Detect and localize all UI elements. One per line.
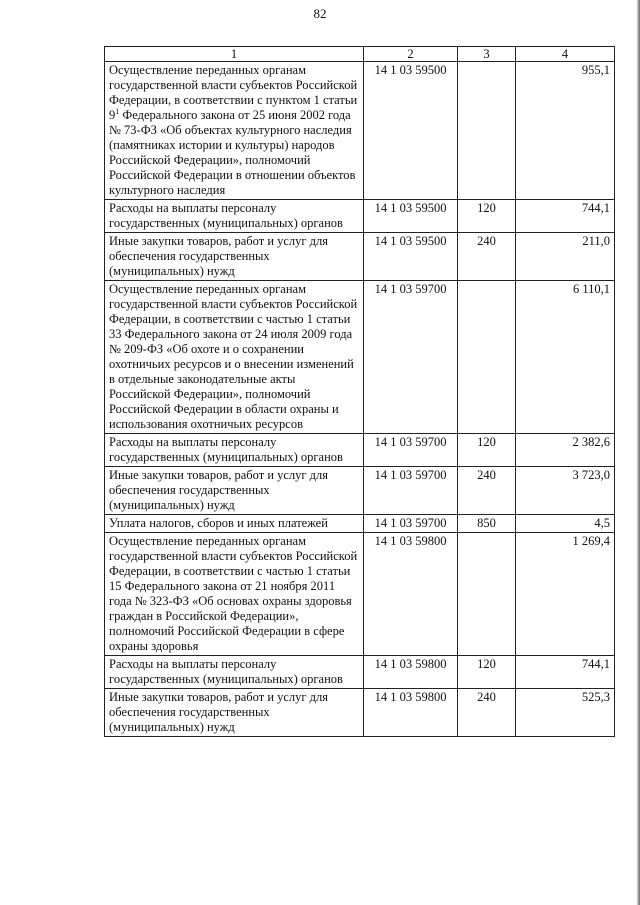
table-row bbox=[105, 281, 615, 434]
row-code: 14 1 03 59700 bbox=[364, 434, 458, 467]
row-name: Уплата налогов, сборов и иных платежей bbox=[105, 515, 364, 533]
table-row bbox=[105, 233, 615, 281]
row-expense-type: 240 bbox=[458, 467, 516, 515]
row-amount: 955,1 bbox=[516, 62, 615, 200]
row-expense-type: 120 bbox=[458, 656, 516, 689]
row-expense-type: 240 bbox=[458, 689, 516, 737]
row-name bbox=[105, 62, 364, 200]
row-name: Осуществление переданных органам государственной власти субъектов Российской Федерации, в соответствии с частью 1 статьи 15 Федерального закона от 21 ноября 2011 года № 323-ФЗ «Об основах охраны здоровья граждан в Российской Федерации», полномочий Российской Федерации в сфере охраны здоровья bbox=[105, 533, 364, 656]
row-expense-type: 120 bbox=[458, 200, 516, 233]
row-amount: 744,1 bbox=[516, 200, 615, 233]
row-code: 14 1 03 59500 bbox=[364, 200, 458, 233]
row-name: Иные закупки товаров, работ и услуг для обеспечения государственных (муниципальных) нужд bbox=[105, 689, 364, 737]
row-code: 14 1 03 59500 bbox=[364, 62, 458, 200]
table-row bbox=[105, 533, 615, 656]
header-col-4: 4 bbox=[516, 47, 615, 62]
row-amount: 4,5 bbox=[516, 515, 615, 533]
row-code: 14 1 03 59500 bbox=[364, 233, 458, 281]
row-code: 14 1 03 59700 bbox=[364, 281, 458, 434]
header-col-2: 2 bbox=[364, 47, 458, 62]
row-code: 14 1 03 59700 bbox=[364, 515, 458, 533]
row-name-text-tail: Федерального закона от 25 июня 2002 года № 73-ФЗ «Об объектах культурного наследия (памятниках истории и культуры) народов Российской Федерации», полномочий Российской Федерации в отношении объектов культурного наследия bbox=[109, 108, 356, 197]
page-number: 82 bbox=[313, 6, 327, 21]
header-col-1: 1 bbox=[105, 47, 364, 62]
table-row bbox=[105, 656, 615, 689]
row-name: Расходы на выплаты персоналу государственных (муниципальных) органов bbox=[105, 656, 364, 689]
table-row bbox=[105, 467, 615, 515]
row-name: Расходы на выплаты персоналу государственных (муниципальных) органов bbox=[105, 434, 364, 467]
row-amount: 2 382,6 bbox=[516, 434, 615, 467]
row-name-text: Осуществление переданных органам государственной власти субъектов Российской Федерации, в соответствии с пунктом 1 статьи 9 bbox=[109, 63, 358, 122]
row-code: 14 1 03 59800 bbox=[364, 689, 458, 737]
row-expense-type bbox=[458, 533, 516, 656]
table-row bbox=[105, 434, 615, 467]
row-amount: 1 269,4 bbox=[516, 533, 615, 656]
row-code: 14 1 03 59700 bbox=[364, 467, 458, 515]
row-name: Осуществление переданных органам государственной власти субъектов Российской Федерации, в соответствии с частью 1 статьи 33 Федерального закона от 24 июля 2009 года № 209-ФЗ «Об охоте и о сохранении охотничьих ресурсов и о внесении изменений в отдельные законодательные акты Российской Федерации», полномочий Российской Федерации в области охраны и использования охотничьих ресурсов bbox=[105, 281, 364, 434]
table-row bbox=[105, 515, 615, 533]
header-col-3: 3 bbox=[458, 47, 516, 62]
header-row bbox=[105, 47, 615, 62]
row-name-superscript: 1 bbox=[115, 106, 120, 116]
row-expense-type bbox=[458, 281, 516, 434]
table-row bbox=[105, 200, 615, 233]
row-amount: 6 110,1 bbox=[516, 281, 615, 434]
row-name: Иные закупки товаров, работ и услуг для обеспечения государственных (муниципальных) нужд bbox=[105, 233, 364, 281]
row-expense-type bbox=[458, 62, 516, 200]
row-expense-type: 850 bbox=[458, 515, 516, 533]
budget-table bbox=[104, 46, 615, 737]
row-code: 14 1 03 59800 bbox=[364, 533, 458, 656]
table-row bbox=[105, 62, 615, 200]
row-amount: 525,3 bbox=[516, 689, 615, 737]
row-amount: 211,0 bbox=[516, 233, 615, 281]
table-row bbox=[105, 689, 615, 737]
row-expense-type: 120 bbox=[458, 434, 516, 467]
row-name: Расходы на выплаты персоналу государственных (муниципальных) органов bbox=[105, 200, 364, 233]
row-name: Иные закупки товаров, работ и услуг для обеспечения государственных (муниципальных) нужд bbox=[105, 467, 364, 515]
row-amount: 744,1 bbox=[516, 656, 615, 689]
row-amount: 3 723,0 bbox=[516, 467, 615, 515]
row-expense-type: 240 bbox=[458, 233, 516, 281]
row-code: 14 1 03 59800 bbox=[364, 656, 458, 689]
